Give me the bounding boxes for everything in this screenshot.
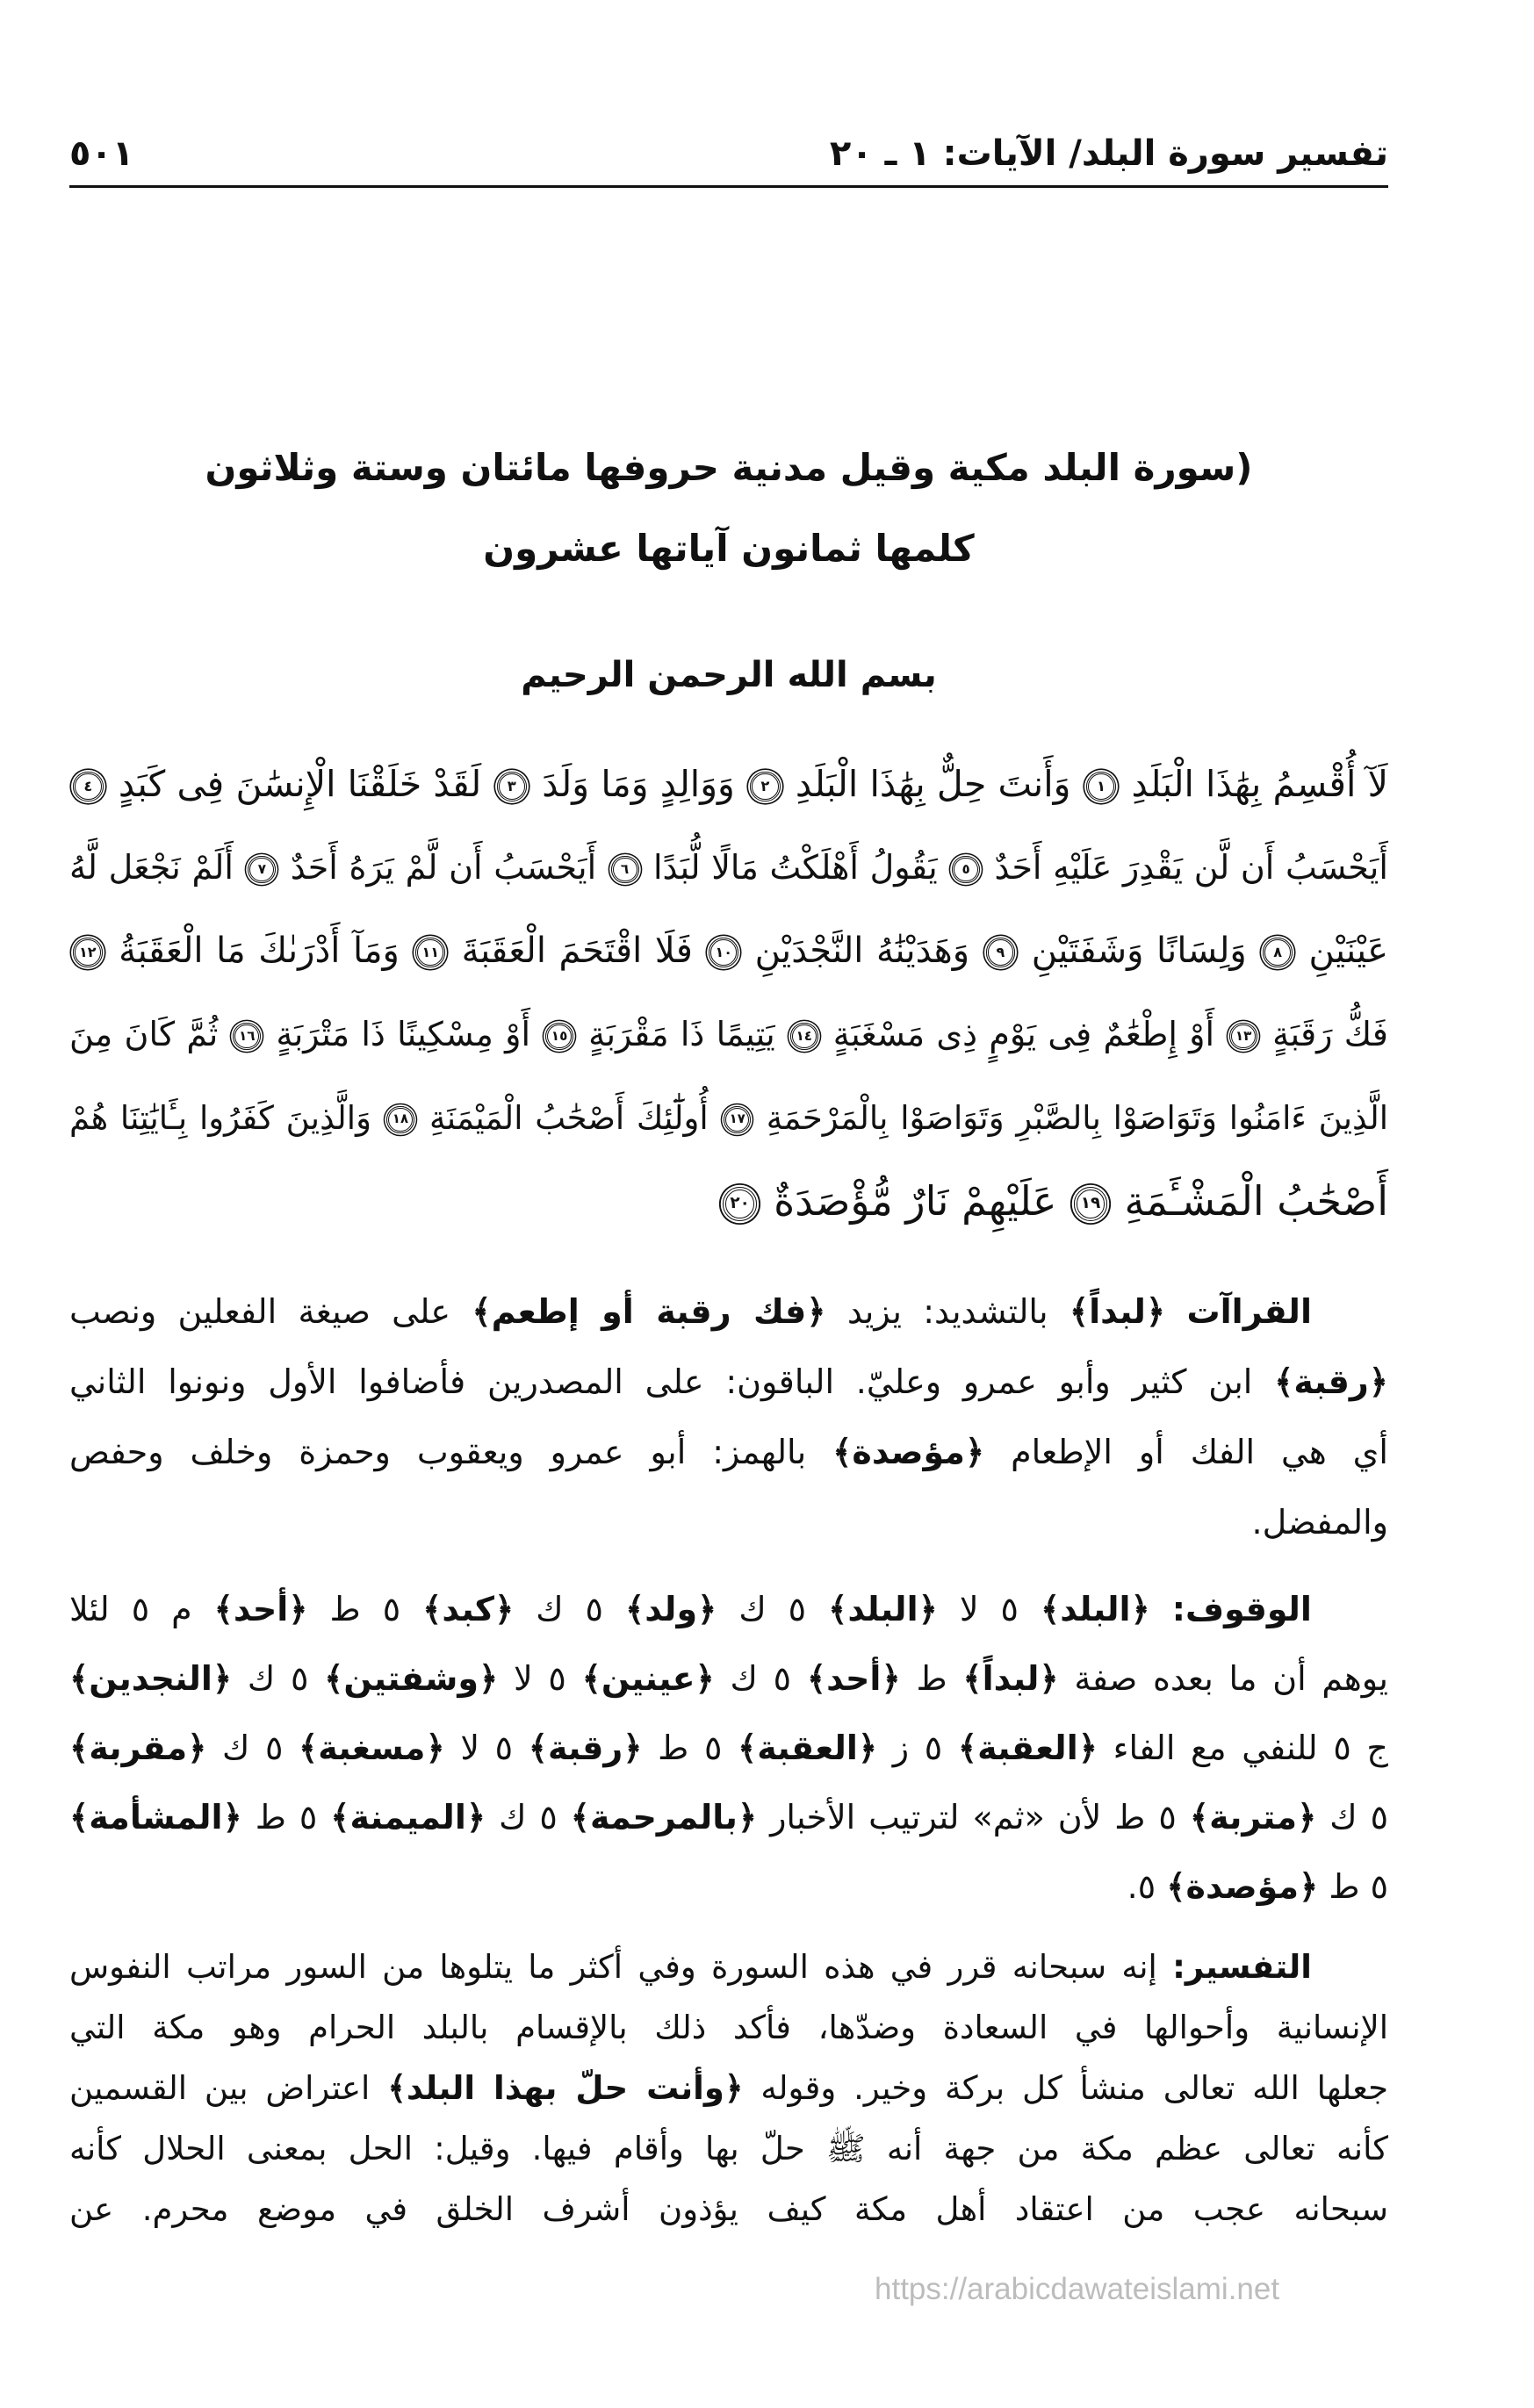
ayah-number-marker: ٥: [952, 856, 980, 884]
paragraph-line: [69, 2118, 1388, 2179]
quran-citation: ﴿كبد﴾: [422, 1590, 515, 1628]
verse-text: أُولَٰٓئِكَ أَصْحَٰبُ الْمَيْمَنَةِ: [429, 1099, 709, 1137]
ayah-number-marker: ١٠: [709, 938, 738, 967]
ayah-number-marker: ٢٠: [723, 1187, 757, 1221]
quran-citation: ﴿البلد﴾: [828, 1590, 938, 1628]
ayah-number-marker: ٣: [497, 772, 527, 801]
paragraph-line: [69, 2058, 1388, 2118]
ayah-number-marker: ٧: [248, 856, 276, 884]
verse-text: أَوْ إِطْعَٰمٌ فِى يَوْمٍ ذِى مَسْغَبَةٍ: [832, 1015, 1215, 1053]
verse-text: عَلَيْهِمْ نَارٌ مُّؤْصَدَةٌ: [774, 1177, 1057, 1225]
verse-text: الَّذِينَ ءَامَنُوا وَتَوَاصَوْا بِالصَّبْرِ وَتَوَاصَوْا بِالْمَرْحَمَةِ: [766, 1099, 1389, 1137]
verse-text: يَتِيمًا ذَا مَقْرَبَةٍ: [588, 1015, 775, 1053]
paragraph-line: [69, 1347, 1388, 1417]
paragraph-line-text: ٥ ط ﴿مؤصدة﴾ ٥.: [1127, 1867, 1388, 1906]
quran-citation: ﴿مقربة﴾: [69, 1729, 207, 1767]
ayah-number-marker: ٦: [611, 856, 639, 884]
verse-text: أَصْحَٰبُ الْمَشْـَٔمَةِ: [1124, 1177, 1388, 1225]
ayah-number-marker: ١٦: [233, 1023, 261, 1051]
ayah-number-marker: ٤: [73, 772, 103, 801]
paragraph-line-text: أي هي الفك أو الإطعام ﴿مؤصدة﴾ بالهمز: أبو عمرو ويعقوب وحمزة وخلف وحفص: [69, 1433, 1388, 1471]
paragraph-line-text: يوهم أن ما بعده صفة ﴿لبداً﴾ ط ﴿أحد﴾ ٥ ك ﴿عينين﴾ ٥ لا ﴿وشفتين﴾ ٥ ك ﴿النجدين﴾: [69, 1659, 1388, 1698]
verse-text: أَيَحْسَبُ أَن لَّمْ يَرَهُ أَحَدٌ: [290, 848, 597, 887]
wuquf-paragraph: [69, 1575, 1388, 1922]
tafsir-paragraph: [69, 1937, 1388, 2239]
quran-citation: ﴿لبداً﴾: [962, 1659, 1059, 1698]
ayah-number-marker: ١١: [415, 938, 445, 967]
running-header: [69, 123, 1388, 184]
quran-citation: ﴿لبداً﴾: [1069, 1292, 1166, 1331]
verse-text: وَالَّذِينَ كَفَرُوا بِـَٔايَٰتِنَا هُمْ: [69, 1099, 371, 1137]
verse-text: وَهَدَيْنَٰهُ النَّجْدَيْنِ: [754, 931, 970, 971]
quran-citation: ﴿العقبة﴾: [957, 1729, 1098, 1767]
verse-line: [69, 743, 1388, 826]
paragraph-line: [69, 1417, 1388, 1487]
verse-line: [69, 1160, 1388, 1243]
quran-verses-block: [69, 743, 1388, 1243]
surah-intro: [69, 428, 1388, 589]
verse-line: [69, 993, 1388, 1076]
verse-text: وَمَآ أَدْرَىٰكَ مَا الْعَقَبَةُ: [119, 931, 400, 971]
quran-citation: ﴿العقبة﴾: [737, 1729, 878, 1767]
watermark-url: https://arabicdawateislami.net: [875, 2272, 1280, 2306]
quran-citation: ﴿ولد﴾: [624, 1590, 717, 1628]
paragraph-line-text: ٥ ك ﴿متربة﴾ ٥ ط لأن «ثم» لترتيب الأخبار ﴿بالمرحمة﴾ ٥ ك ﴿الميمنة﴾ ٥ ط ﴿المشأمة﴾: [69, 1798, 1388, 1837]
surah-intro-line: كلمها ثمانون آياتها عشرون: [483, 527, 975, 570]
paragraph-line-text: جعلها الله تعالى منشأ كل بركة وخير. وقوله ﴿وأنت حلّ بهذا البلد﴾ اعتراض بين القسمين: [69, 2069, 1388, 2107]
paragraph-line-text: كأنه تعالى عظم مكة من جهة أنه ﷺ حلّ بها وأقام فيها. وقيل: الحل بمعنى الحلال كأنه: [69, 2130, 1388, 2167]
verse-text: فَكُّ رَقَبَةٍ: [1272, 1015, 1388, 1053]
paragraph-line: [69, 1644, 1388, 1714]
quran-citation: ﴿الميمنة﴾: [330, 1798, 486, 1837]
qiraat-paragraph: [69, 1276, 1388, 1557]
paragraph-line: [69, 1783, 1388, 1852]
paragraph-line-text: الإنسانية وأحوالها في السعادة وضدّها، فأكد ذلك بالإقسام بالبلد الحرام وهو مكة التي: [69, 2009, 1388, 2046]
running-header-title: تفسير سورة البلد/ الآيات: ١ ـ ٢٠: [829, 133, 1388, 174]
quran-citation: ﴿أحد﴾: [806, 1659, 901, 1698]
paragraph-line-text: ﴿لبداً﴾ بالتشديد: يزيد ﴿فك رقبة أو إطعم﴾ على صيغة الفعلين ونصب: [69, 1292, 1166, 1331]
page-number: ٥٠١: [69, 133, 134, 174]
quran-citation: ﴿عينين﴾: [581, 1659, 715, 1698]
verse-text: لَقَدْ خَلَقْنَا الْإِنسَٰنَ فِى كَبَدٍ: [118, 763, 482, 805]
verse-line: [69, 1076, 1388, 1160]
paragraph-line-text: إنه سبحانه قرر في هذه السورة وفي أكثر ما يتلوها من السور مراتب النفوس: [69, 1948, 1157, 1986]
paragraph-line-text: ﴿رقبة﴾ ابن كثير وأبو عمرو وعليّ. الباقون: على المصدرين فأضافوا الأول ونونوا الثاني: [69, 1362, 1388, 1401]
paragraph-line-text: ج ٥ للنفي مع الفاء ﴿العقبة﴾ ٥ ز ﴿العقبة﴾ ٥ ط ﴿رقبة﴾ ٥ لا ﴿مسغبة﴾ ٥ ك ﴿مقربة﴾: [69, 1729, 1388, 1767]
ayah-number-marker: ١٢: [73, 938, 103, 967]
verse-text: أَلَمْ نَجْعَل لَّهُ: [69, 848, 234, 887]
verse-text: عَيْنَيْنِ: [1308, 931, 1388, 971]
paragraph-line: [69, 1937, 1388, 1997]
verse-text: وَوَالِدٍ وَمَا وَلَدَ: [542, 763, 735, 805]
paragraph-line: [69, 1997, 1388, 2058]
quran-citation: ﴿رقبة﴾: [528, 1729, 643, 1767]
quran-citation: ﴿رقبة﴾: [1274, 1362, 1388, 1401]
ayah-number-marker: ١: [1086, 772, 1116, 801]
ayah-number-marker: ١٧: [724, 1106, 751, 1133]
quran-citation: ﴿فك رقبة أو إطعم﴾: [472, 1292, 826, 1331]
header-divider: [69, 185, 1388, 188]
paragraph-line: [69, 1575, 1388, 1644]
quran-citation: ﴿البلد﴾: [1040, 1590, 1150, 1628]
paragraph-line: [69, 1276, 1388, 1347]
quran-citation: ﴿بالمرحمة﴾: [570, 1798, 758, 1837]
tafsir-label: التفسير:: [1172, 1948, 1312, 1986]
quran-citation: ﴿وأنت حلّ بهذا البلد﴾: [387, 2069, 744, 2107]
ayah-number-marker: ١٥: [545, 1023, 573, 1051]
paragraph-line-text: ﴿البلد﴾ ٥ لا ﴿البلد﴾ ٥ ك ﴿ولد﴾ ٥ ك ﴿كبد﴾ ٥ ط ﴿أحد﴾ م ٥ لئلا: [69, 1590, 1150, 1628]
verse-line: [69, 826, 1388, 909]
verse-text: أَيَحْسَبُ أَن لَّن يَقْدِرَ عَلَيْهِ أَحَدٌ: [994, 848, 1388, 887]
ayah-number-marker: ١٤: [790, 1023, 818, 1051]
quran-citation: ﴿مسغبة﴾: [298, 1729, 445, 1767]
paragraph-line: [69, 1487, 1388, 1557]
paragraph-line: [69, 2179, 1388, 2239]
ayah-number-marker: ٩: [986, 938, 1016, 967]
verse-line: [69, 909, 1388, 993]
verse-text: فَلَا اقْتَحَمَ الْعَقَبَةَ: [461, 931, 693, 971]
basmala: بسم الله الرحمن الرحيم: [521, 655, 937, 695]
quran-citation: ﴿متربة﴾: [1189, 1798, 1317, 1837]
paragraph-line: [69, 1714, 1388, 1783]
wuquf-label: الوقوف:: [1171, 1590, 1312, 1628]
ayah-number-marker: ١٨: [386, 1106, 414, 1133]
ayah-number-marker: ١٣: [1229, 1023, 1257, 1051]
qiraat-label: القراآت: [1186, 1292, 1312, 1331]
verse-text: وَلِسَانًا وَشَفَتَيْنِ: [1031, 931, 1247, 971]
verse-text: ثُمَّ كَانَ مِنَ: [69, 1015, 219, 1053]
verse-text: أَوْ مِسْكِينًا ذَا مَتْرَبَةٍ: [276, 1015, 531, 1053]
ayah-number-marker: ٨: [1263, 938, 1293, 967]
surah-intro-line: (سورة البلد مكية وقيل مدنية حروفها مائتان وستة وثلاثون: [205, 446, 1253, 489]
paragraph-line: [69, 1852, 1388, 1922]
quran-citation: ﴿النجدين﴾: [69, 1659, 233, 1698]
quran-citation: ﴿أحد﴾: [213, 1590, 308, 1628]
quran-citation: ﴿المشأمة﴾: [69, 1798, 242, 1837]
paragraph-line-text: سبحانه عجب من اعتقاد أهل مكة كيف يؤذون أشرف الخلق في موضع محرم. عن: [69, 2190, 1388, 2228]
quran-citation: ﴿مؤصدة﴾: [832, 1433, 985, 1471]
paragraph-line-text: والمفضل.: [1251, 1503, 1388, 1542]
quran-citation: ﴿وشفتين﴾: [324, 1659, 499, 1698]
ayah-number-marker: ١٩: [1074, 1187, 1108, 1221]
verse-text: لَآ أُقْسِمُ بِهَٰذَا الْبَلَدِ: [1131, 763, 1388, 805]
verse-text: وَأَنتَ حِلٌّ بِهَٰذَا الْبَلَدِ: [795, 763, 1071, 805]
ayah-number-marker: ٢: [750, 772, 780, 801]
quran-citation: ﴿مؤصدة﴾: [1166, 1867, 1319, 1906]
verse-text: يَقُولُ أَهْلَكْتُ مَالًا لُّبَدًا: [652, 848, 938, 887]
